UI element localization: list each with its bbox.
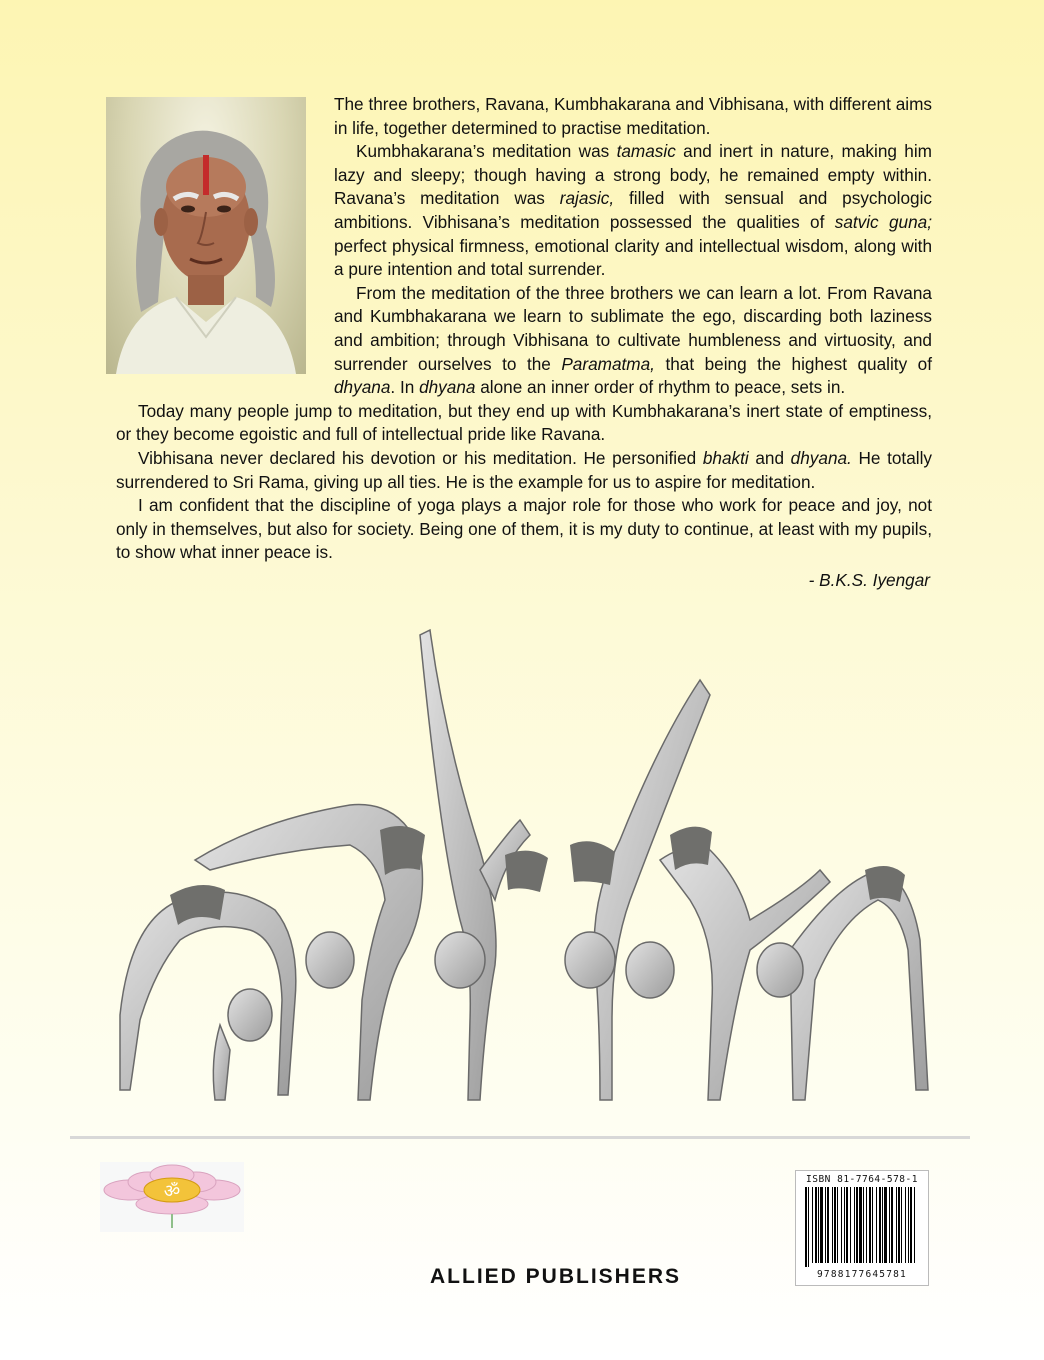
text-run: From the meditation of the three brothers we can learn a lot. From Ravana and Kumbhakarana we learn to sublimate the ego, discarding both laziness and ambition; through Vibhisana to cultivate humbleness and virtuosity, and surrender ourselves to the [334, 282, 932, 374]
barcode-bar [869, 1187, 871, 1263]
italic-term: dhyana [419, 377, 476, 398]
barcode-bar [898, 1187, 900, 1263]
barcode-bar [834, 1187, 836, 1263]
barcode-bar [825, 1187, 826, 1263]
barcode-number: 9788177645781 [817, 1269, 907, 1280]
barcode-bar [812, 1187, 813, 1263]
paragraph [334, 282, 932, 400]
yoga-pose-sequence-illustration [100, 620, 940, 1125]
paragraph [334, 140, 932, 282]
paragraph [116, 494, 932, 565]
text-run: alone an inner order of rhythm to peace, sets in. [475, 377, 846, 398]
italic-term: rajasic, [559, 188, 615, 209]
barcode-bars [805, 1187, 919, 1267]
barcode-bar [908, 1187, 909, 1263]
barcode-bar [896, 1187, 897, 1263]
barcode-bar [905, 1187, 906, 1263]
isbn-label: ISBN 81-7764-578-1 [806, 1174, 918, 1185]
barcode-bar [889, 1187, 890, 1263]
italic-term: Paramatma, [561, 353, 655, 374]
barcode-bar [832, 1187, 833, 1263]
barcode-bar [854, 1187, 855, 1263]
text-run: and inert in nature, making him lazy and sleepy; though having a strong body, he remained empty within. Ravana’s meditation was [334, 141, 932, 209]
barcode-bar [872, 1187, 873, 1263]
barcode-bar [901, 1187, 902, 1263]
barcode-bar [820, 1187, 823, 1263]
text-run: Today many people jump to meditation, but they end up with Kumbhakarana’s inert state of emptiness, or they become egoistic and full of intellectual pride like Ravana. [116, 400, 932, 445]
italic-term: tamasic [616, 141, 676, 162]
barcode-bar [910, 1187, 912, 1263]
barcode-bar [859, 1187, 862, 1263]
text-run: Vibhisana never declared his devotion or his meditation. He personified [138, 447, 703, 468]
barcode-bar [844, 1187, 845, 1263]
barcode-bar [827, 1187, 829, 1263]
text-run: perfect physical firmness, emotional clarity and intellectual wisdom, along with a pure intention and total surrender. [334, 235, 932, 280]
footer-divider [70, 1136, 970, 1139]
text-run: that being the highest quality of [654, 353, 932, 374]
barcode-bar [914, 1187, 915, 1263]
barcode-bar [808, 1187, 809, 1267]
paragraph [116, 447, 932, 494]
italic-term: bhakti [702, 447, 749, 468]
isbn-barcode [795, 1170, 929, 1286]
italic-term: dhyana [334, 377, 391, 398]
barcode-bar [846, 1187, 848, 1263]
barcode-bar [891, 1187, 893, 1263]
barcode-bar [876, 1187, 877, 1263]
text-run: He totally surrendered to Sri Rama, giving up all ties. He is the example for us to aspire for meditation. [116, 447, 932, 492]
barcode-bar [884, 1187, 887, 1263]
barcode-bar [818, 1187, 819, 1263]
lotus-om-logo [100, 1162, 244, 1232]
barcode-bar [866, 1187, 867, 1263]
text-run: The three brothers, Ravana, Kumbhakarana and Vibhisana, with different aims in life, together determined to practise meditation. [334, 94, 932, 138]
paragraph [116, 400, 932, 447]
italic-term: dhyana. [790, 447, 852, 468]
paragraph [334, 93, 932, 140]
barcode-bar [850, 1187, 851, 1263]
text-run: Kumbhakarana’s meditation was [356, 141, 617, 162]
author-signature: - B.K.S. Iyengar [808, 569, 930, 590]
text-run: and [748, 447, 791, 468]
barcode-bar [863, 1187, 864, 1263]
text-run: . In [390, 377, 420, 398]
italic-term: satvic guna; [834, 211, 932, 232]
om-symbol: ॐ [163, 1181, 181, 1202]
barcode-bar [882, 1187, 883, 1263]
publisher-name: ALLIED PUBLISHERS [430, 1265, 682, 1288]
foreword-text [116, 93, 932, 592]
barcode-bar [837, 1187, 838, 1263]
text-run: I am confident that the discipline of yoga plays a major role for those who work for peace and joy, not only in themselves, but also for society. Being one of them, it is my duty to continue, at least with my pupils, to show what inner peace is. [116, 495, 932, 563]
text-run: filled with sensual and psychologic ambitions. Vibhisana’s meditation possessed the qualities of [334, 188, 932, 232]
barcode-bar [841, 1187, 842, 1263]
barcode-bar [815, 1187, 817, 1263]
barcode-bar [856, 1187, 858, 1263]
barcode-bar [805, 1187, 807, 1267]
barcode-bar [879, 1187, 881, 1263]
